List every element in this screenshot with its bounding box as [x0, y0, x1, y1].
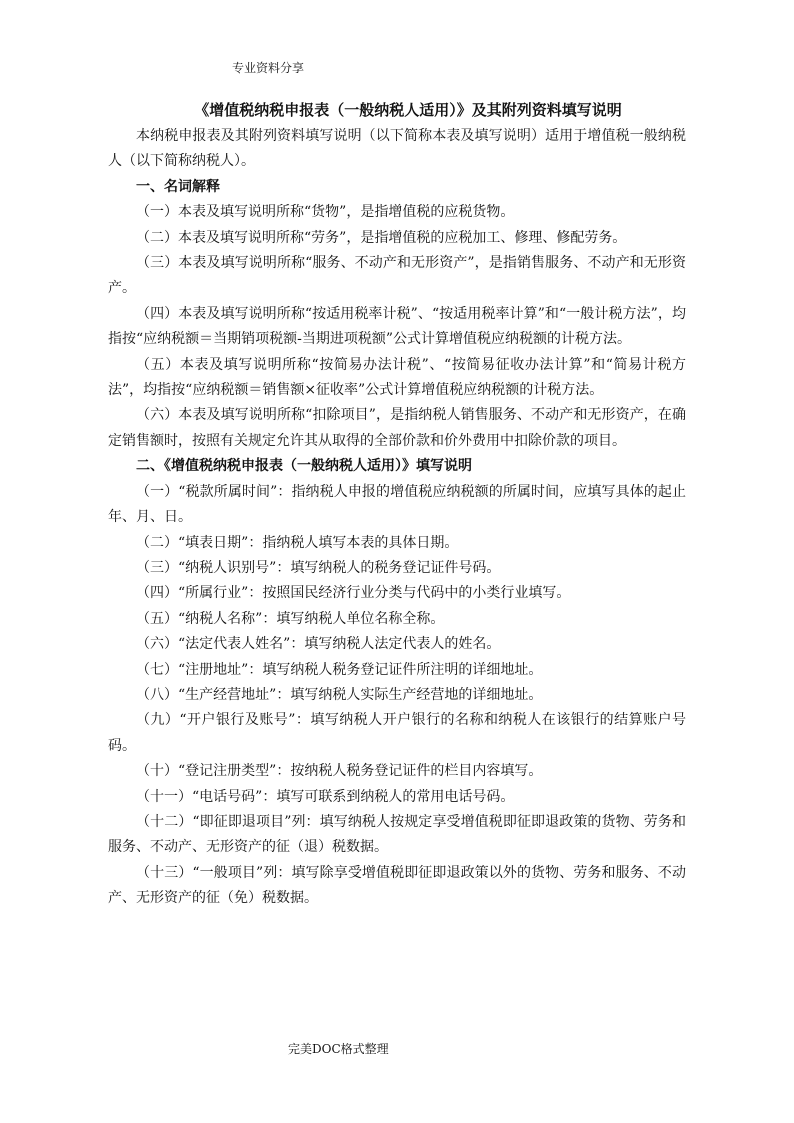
instruction-item: （十）“登记注册类型”：按纳税人税务登记证件的栏目内容填写。 — [136, 763, 543, 780]
definition-item: （三）本表及填写说明所称“服务、不动产和无形资产”，是指销售服务、不动产和无形资产。 — [108, 255, 686, 297]
instruction-item: （六）“法定代表人姓名”：填写纳税人法定代表人的姓名。 — [136, 636, 501, 653]
instruction-item: （九）“开户银行及账号”：填写纳税人开户银行的名称和纳税人在该银行的结算账户号码。 — [108, 712, 686, 754]
page-header: 专业资料分享 — [232, 61, 305, 75]
section-heading-instructions: 二、《增值税纳税申报表（一般纳税人适用）》填写说明 — [136, 458, 472, 475]
instruction-item: （十二）“即征即退项目”列：填写纳税人按规定享受增值税即征即退政策的货物、劳务和服务、不动产、无形资产的征（退）税数据。 — [108, 813, 686, 856]
document-title: 《增值税纳税申报表（一般纳税人适用）》及其附列资料填写说明 — [194, 101, 622, 119]
section-heading-definitions: 一、名词解释 — [136, 178, 220, 195]
instruction-item: （八）“生产经营地址”：填写纳税人实际生产经营地的详细地址。 — [136, 686, 543, 703]
definition-item: （四）本表及填写说明所称“按适用税率计税”、“按适用税率计算”和“一般计税方法”，均指按“应纳税额＝当期销项税额-当期进项税额”公式计算增值税应纳税额的计税方法。 — [108, 305, 686, 348]
definition-item: （五）本表及填写说明所称“按简易办法计税”、“按简易征收办法计算”和“简易计税方法”，均指按“应纳税额＝销售额×征收率”公式计算增值税应纳税额的计税方法。 — [108, 356, 686, 399]
instruction-item: （十一）“电话号码”：填写可联系到纳税人的常用电话号码。 — [136, 788, 515, 805]
instruction-item: （七）“注册地址”：填写纳税人税务登记证件所注明的详细地址。 — [136, 661, 543, 678]
definition-item: （一）本表及填写说明所称“货物”，是指增值税的应税货物。 — [136, 204, 515, 221]
instruction-item: （一）“税款所属时间”：指纳税人申报的增值税应纳税额的所属时间，应填写具体的起止年、月、日。 — [108, 483, 686, 526]
definition-item: （六）本表及填写说明所称“扣除项目”，是指纳税人销售服务、不动产和无形资产，在确定销售额时，按照有关规定允许其从取得的全部价款和价外费用中扣除价款的项目。 — [108, 407, 686, 449]
document-body — [108, 124, 686, 912]
instruction-item: （四）“所属行业”：按照国民经济行业分类与代码中的小类行业填写。 — [136, 585, 571, 602]
instruction-item: （三）“纳税人识别号”：填写纳税人的税务登记证件号码。 — [136, 559, 501, 576]
page-footer: 完美DOC格式整理 — [288, 1042, 389, 1056]
instruction-item: （五）“纳税人名称”：填写纳税人单位名称全称。 — [136, 610, 445, 627]
definition-item: （二）本表及填写说明所称“劳务”，是指增值税的应税加工、修理、修配劳务。 — [136, 229, 627, 246]
intro-paragraph: 本纳税申报表及其附列资料填写说明（以下简称本表及填写说明）适用于增值税一般纳税人（以下简称纳税人）。 — [108, 128, 686, 170]
instruction-item: （十三）“一般项目”列：填写除享受增值税即征即退政策以外的货物、劳务和服务、不动产、无形资产的征（免）税数据。 — [108, 864, 686, 907]
instruction-item: （二）“填表日期”：指纳税人填写本表的具体日期。 — [136, 534, 459, 551]
